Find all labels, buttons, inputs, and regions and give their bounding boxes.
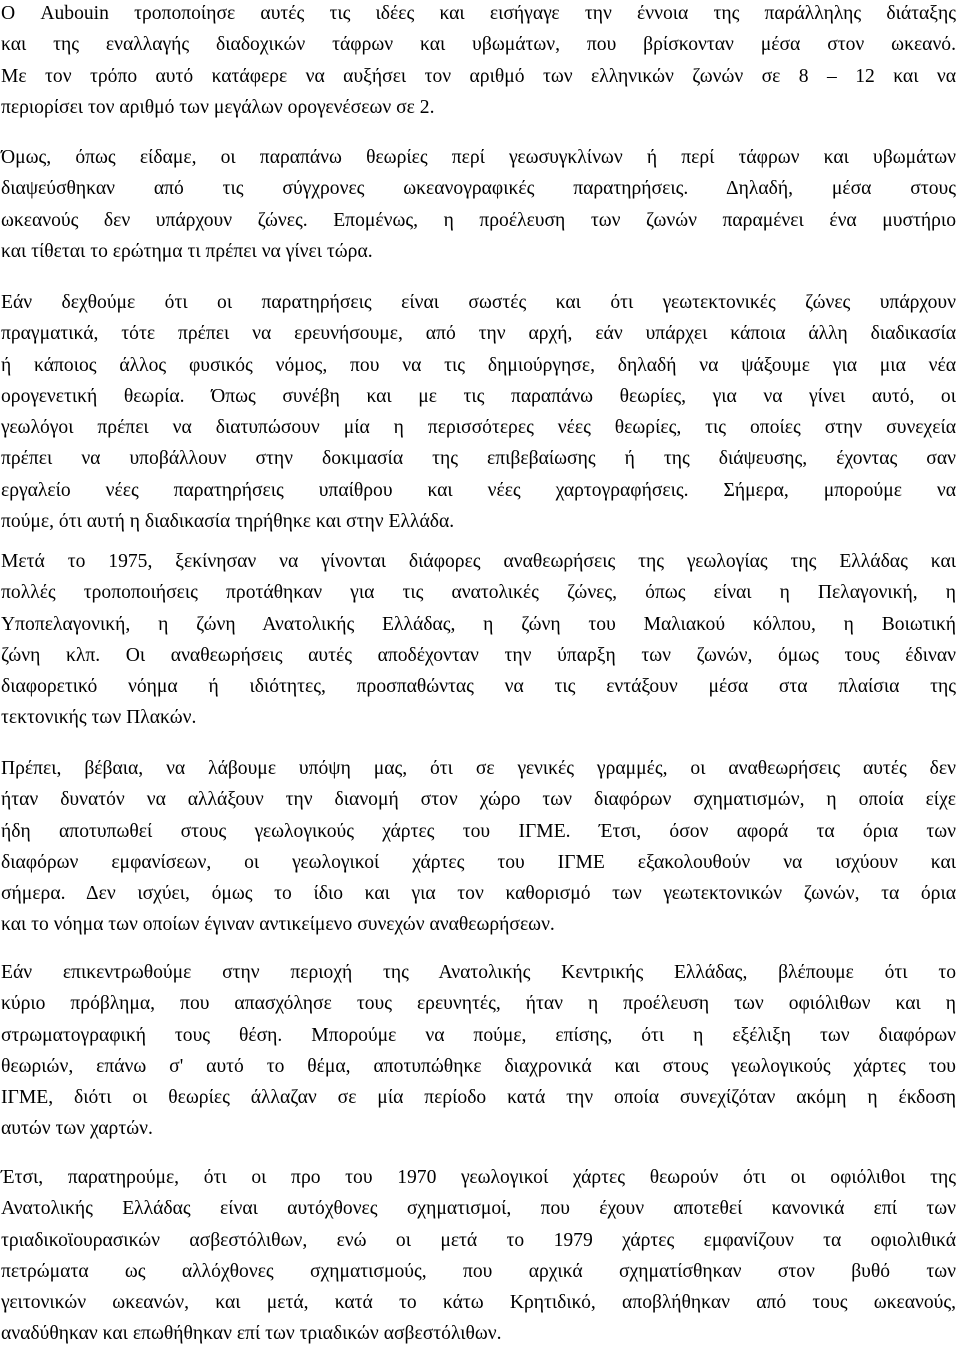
text-line: Εάν επικεντρωθούμε στην περιοχή της Ανατολικής Κεντρικής Ελλάδας, βλέπουμε ότι το bbox=[1, 962, 956, 983]
paragraph-new-theory bbox=[1, 287, 956, 537]
text-line: ήταν δυνατόν να αλλάξουν την διανομή στον χώρο των διαφόρων σχηματισμών, η οποία είχε bbox=[1, 789, 956, 811]
text-line: διαφόρων εμφανίσεων, οι γεωλογικοί χάρτες του ΙΓΜΕ εξακολουθούν να ισχύουν και bbox=[1, 851, 956, 873]
text-line: πολλές τροποποιήσεις προτάθηκαν για τις ανατολικές ζώνες, όπως είναι η Πελαγονική, η bbox=[1, 582, 956, 604]
text-line: στρωματογραφική τους θέση. Μπορούμε να πούμε, επίσης, ότι η εξέλιξη των διαφόρων bbox=[1, 1024, 956, 1046]
text-line: γεωλόγοι πρέπει να διατυπώσουν μία η περισσότερες νέες θεωρίες, τις οποίες στην συνεχεία bbox=[1, 417, 956, 438]
text-line: διαφορετικό νόημα ή ιδιότητες, προσπαθώντας να τις εντάξουν μέσα στα πλαίσια της bbox=[1, 676, 956, 697]
text-line: γειτονικών ωκεανών, και μετά, κατά το κάτω Κρητιδικό, αποβλήθηκαν από τους ωκεανούς, bbox=[1, 1292, 956, 1313]
text-line: Με τον τρόπο αυτό κατάφερε να αυξήσει τον αριθμό των ελληνικών ζωνών σε 8 – 12 και να bbox=[1, 65, 956, 87]
text-line: Εάν δεχθούμε ότι οι παρατηρήσεις είναι σωστές και ότι γεωτεκτονικές ζώνες υπάρχουν bbox=[1, 292, 956, 313]
text-line: και τίθεται το ερώτημα τι πρέπει να γίνει τώρα. bbox=[1, 240, 373, 262]
text-line: ήδη αποτυπωθεί στους γεωλογικούς χάρτες του ΙΓΜΕ. Έτσι, όσον αφορά τα όρια των bbox=[1, 820, 956, 842]
text-line: Πρέπει, βέβαια, να λάβουμε υπόψη μας, ότι σε γενικές γραμμές, οι αναθεωρήσεις αυτές δεν bbox=[1, 758, 956, 779]
paragraph-ophiolites bbox=[1, 1162, 956, 1350]
text-line: πετρώματα ως αλλόχθονες σχηματισμούς, που αρχικά σχηματίσθηκαν στον βυθό των bbox=[1, 1260, 956, 1282]
paragraph-oceanographic bbox=[1, 142, 956, 267]
paragraph-aubouin bbox=[1, 0, 956, 123]
text-line: τριαδικοϊουρασικών ασβεστόλιθων, ενώ οι μετά το 1979 χάρτες εμφανίζουν τα οφιολιθικά bbox=[1, 1229, 956, 1251]
text-line: ορογενετική θεωρία. Όπως συνέβη και με τις παραπάνω θεωρίες, για να γίνει αυτό, οι bbox=[1, 385, 956, 407]
text-line: ζώνη κλπ. Οι αναθεωρήσεις αυτές αποδέχονταν την ύπαρξη των ζωνών, όμως τους έδιναν bbox=[1, 644, 956, 666]
text-line: Μετά το 1975, ξεκίνησαν να γίνονται διάφορες αναθεωρήσεις της γεωλογίας της Ελλάδας και bbox=[1, 551, 956, 572]
text-line: αυτών των χαρτών. bbox=[1, 1118, 153, 1140]
text-line: πρέπει να υποβάλλουν στην δοκιμασία της επιβεβαίωσης ή της διάψευσης, έχοντας σαν bbox=[1, 448, 956, 470]
text-line: και της εναλλαγής διαδοχικών τάφρων και υβωμάτων, που βρίσκονταν μέσα στον ωκεανό. bbox=[1, 34, 956, 56]
paragraph-igme-maps bbox=[1, 753, 956, 941]
text-line: Ανατολικής Ελλάδας είναι αυτόχθονες σχηματισμοί, που έχουν αποτεθεί κανονικά επί των bbox=[1, 1198, 956, 1220]
text-line: περιορίσει τον αριθμό των μεγάλων ορογενέσεων σε 2. bbox=[1, 96, 435, 118]
text-line: Έτσι, παρατηρούμε, ότι οι προ του 1970 γεωλογικοί χάρτες θεωρούν ότι οι οφιόλιθοι της bbox=[1, 1167, 956, 1188]
text-line: σήμερα. Δεν ισχύει, όμως το ίδιο και για τον καθορισμό των γεωτεκτονικών ζωνών, τα όρια bbox=[1, 883, 956, 904]
text-line: θεωριών, επάνω σ' αυτό το θέμα, αποτυπώθηκε διαχρονικά και στους γεωλογικούς χάρτες του bbox=[1, 1055, 956, 1077]
text-line: ωκεανούς δεν υπάρχουν ζώνες. Επομένως, η προέλευση των ζωνών παραμένει ένα μυστήριο bbox=[1, 209, 956, 231]
text-line: ΙΓΜΕ, διότι οι θεωρίες άλλαζαν σε μία περίοδο κατά την οποία συνεχίζόταν ακόμη η έκδοση bbox=[1, 1087, 956, 1108]
text-line: διαψεύσθηκαν από τις σύγχρονες ωκεανογραφικές παρατηρήσεις. Δηλαδή, μέσα στους bbox=[1, 178, 956, 200]
text-line: τεκτονικής των Πλακών. bbox=[1, 707, 197, 729]
text-line: κύριο πρόβλημα, που απασχόλησε τους ερευνητές, ήταν η προέλευση των οφιόλιθων και η bbox=[1, 993, 956, 1015]
text-line: Υποπελαγονική, η ζώνη Ανατολικής Ελλάδας, η ζώνη του Μαλιακού κόλπου, η Βοιωτική bbox=[1, 613, 956, 635]
text-line: Όμως, όπως είδαμε, οι παραπάνω θεωρίες περί γεωσυγκλίνων ή περί τάφρων και υβωμάτων bbox=[1, 147, 956, 168]
text-line: εργαλείο νέες παρατηρήσεις υπαίθρου και νέες χαρτογραφήσεις. Σήμερα, μπορούμε να bbox=[1, 479, 956, 501]
text-line: αναδύθηκαν και επωθήθηκαν επί των τριαδικών ασβεστόλιθων. bbox=[1, 1323, 502, 1345]
text-line: πραγματικά, τότε πρέπει να ερευνήσουμε, από την αρχή, εάν υπάρχει κάποια άλλη διαδικασία bbox=[1, 323, 956, 345]
paragraph-after-1975 bbox=[1, 546, 956, 734]
text-line: πούμε, ότι αυτή η διαδικασία τηρήθηκε και στην Ελλάδα. bbox=[1, 510, 455, 532]
text-line: ή κάποιος άλλος φυσικός νόμος, που να τις δημιούργησε, δηλαδή να ψάξουμε για μια νέα bbox=[1, 354, 956, 376]
text-line: και το νόημα των οποίων έγιναν αντικείμενο συνεχών αναθεωρήσεων. bbox=[1, 914, 555, 936]
text-line: Ο Aubouin τροποποίησε αυτές τις ιδέες και εισήγαγε την έννοια της παράλληλης διάταξης bbox=[1, 3, 956, 24]
paragraph-central-greece bbox=[1, 957, 956, 1145]
